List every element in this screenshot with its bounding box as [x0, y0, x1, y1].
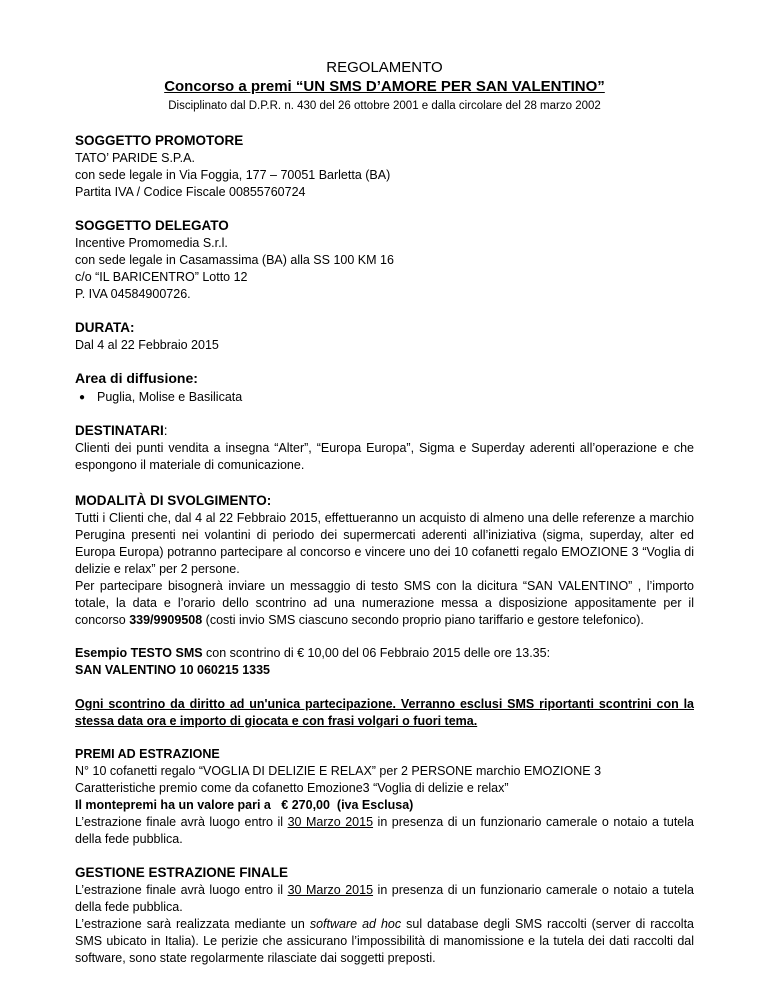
- estrazione-date: 30 Marzo 2015: [287, 883, 374, 897]
- modalita-text: Per partecipare bisognerà inviare un messaggio di testo SMS con la dicitura “SAN VALENTINO” , l’importo totale, la data e l’orario dello scontrino ad una numerazione messa a disposizione appositamente per il concorso: [75, 579, 694, 627]
- gestione-paragraph: [75, 916, 694, 967]
- heading-delegato: SOGGETTO DELEGATO: [75, 218, 229, 233]
- heading-modalita: MODALITÀ DI SVOLGIMENTO:: [75, 493, 272, 508]
- esempio-text: con scontrino di € 10,00 del 06 Febbraio 2015 delle ore 13.35:: [202, 646, 551, 660]
- contest-title: Concorso a premi “UN SMS D’AMORE PER SAN VALENTINO”: [164, 78, 605, 95]
- heading-destinatari-text: DESTINATARI: [75, 423, 164, 438]
- section-gestione: [75, 864, 694, 967]
- document-title: REGOLAMENTO: [326, 59, 443, 76]
- section-avviso: [75, 696, 694, 730]
- section-area: [75, 370, 694, 406]
- premi-estrazione: [75, 814, 694, 848]
- delegato-line: c/o “IL BARICENTRO” Lotto 12: [75, 270, 248, 284]
- gestione-text: L’estrazione sarà realizzata mediante un: [75, 917, 310, 931]
- delegato-line: P. IVA 04584900726.: [75, 287, 191, 301]
- sms-number: 339/9909508: [129, 613, 203, 627]
- delegato-line: Incentive Promomedia S.r.l.: [75, 236, 228, 250]
- esempio-line: [75, 645, 694, 662]
- section-durata: [75, 319, 694, 354]
- premi-text: in presenza di un funzionario camerale o notaio a tutela della fede pubblica.: [75, 815, 694, 846]
- law-reference: Disciplinato dal D.P.R. n. 430 del 26 ottobre 2001 e dalla circolare del 28 marzo 2002: [168, 100, 601, 112]
- durata-text: Dal 4 al 22 Febbraio 2015: [75, 338, 219, 352]
- list-item: [79, 389, 694, 406]
- heading-premi: PREMI AD ESTRAZIONE: [75, 747, 220, 761]
- promotore-line: con sede legale in Via Foggia, 177 – 70051 Barletta (BA): [75, 168, 391, 182]
- gestione-paragraph: [75, 882, 694, 916]
- premi-line: N° 10 cofanetti regalo “VOGLIA DI DELIZIE E RELAX” per 2 PERSONE marchio EMOZIONE 3: [75, 764, 602, 778]
- area-list: [75, 389, 694, 406]
- montepremi: Il montepremi ha un valore pari a € 270,00 (iva Esclusa): [75, 798, 414, 812]
- section-promotore: [75, 132, 694, 201]
- heading-durata: DURATA:: [75, 320, 135, 335]
- delegato-line: con sede legale in Casamassima (BA) alla SS 100 KM 16: [75, 253, 394, 267]
- estrazione-date: 30 Marzo 2015: [287, 815, 374, 829]
- destinatari-text: Clienti dei punti vendita a insegna “Alter”, “Europa Europa”, Sigma e Superday aderenti all’operazione e che espongono il materiale di comunicazione.: [75, 441, 694, 472]
- gestione-text: sul database degli SMS raccolti (server di raccolta SMS ubicato in Italia). Le perizie che assicurano l’impossibilità di manomissione e la tutela dei dati raccolti dal software, sono state regolarmente rilasciate dai soggetti preposti.: [75, 917, 695, 965]
- section-delegato: [75, 217, 694, 303]
- gestione-software: software ad hoc: [309, 917, 402, 931]
- modalita-paragraph: [75, 578, 694, 629]
- modalita-text: (costi invio SMS ciascuno secondo proprio piano tariffario e gestore telefonico).: [202, 613, 644, 627]
- promotore-line: Partita IVA / Codice Fiscale 00855760724: [75, 185, 306, 199]
- section-modalita: [75, 492, 694, 629]
- esempio-sample: SAN VALENTINO 10 060215 1335: [75, 663, 271, 677]
- section-premi: [75, 746, 694, 848]
- premi-text: L’estrazione finale avrà luogo entro il: [75, 815, 288, 829]
- heading-promotore: SOGGETTO PROMOTORE: [75, 133, 244, 148]
- premi-line: Caratteristiche premio come da cofanetto Emozione3 “Voglia di delizie e relax”: [75, 781, 509, 795]
- promotore-line: TATO’ PARIDE S.P.A.: [75, 151, 195, 165]
- modalita-paragraph: Tutti i Clienti che, dal 4 al 22 Febbraio 2015, effettueranno un acquisto di almeno una delle referenze a marchio Perugina presenti nei volantini di periodo dei supermercati aderenti all’iniziativa (sigma, superday, alter ed Europa Europa) potranno partecipare al concorso e vincere uno dei 10 cofanetti regalo EMOZIONE 3 “Voglia di delizie e relax” per 2 persone.: [75, 511, 694, 576]
- area-item-label: Puglia, Molise e Basilicata: [97, 390, 243, 404]
- gestione-text: L’estrazione finale avrà luogo entro il: [75, 883, 288, 897]
- bullet-icon: ●: [79, 392, 86, 403]
- section-esempio: [75, 645, 694, 679]
- gestione-text: in presenza di un funzionario camerale o notaio a tutela della fede pubblica.: [75, 883, 694, 914]
- avviso-text: Ogni scontrino da diritto ad un'unica partecipazione. Verranno esclusi SMS riportanti scontrini con la stessa data ora e importo di giocata e con frasi volgari o fuori tema.: [75, 697, 694, 728]
- heading-destinatari: [75, 422, 694, 439]
- esempio-label: Esempio TESTO SMS: [75, 646, 203, 660]
- heading-area: Area di diffusione:: [75, 370, 198, 386]
- heading-gestione: GESTIONE ESTRAZIONE FINALE: [75, 865, 289, 880]
- title-block: [75, 0, 694, 114]
- section-destinatari: [75, 422, 694, 474]
- heading-colon: :: [163, 423, 168, 438]
